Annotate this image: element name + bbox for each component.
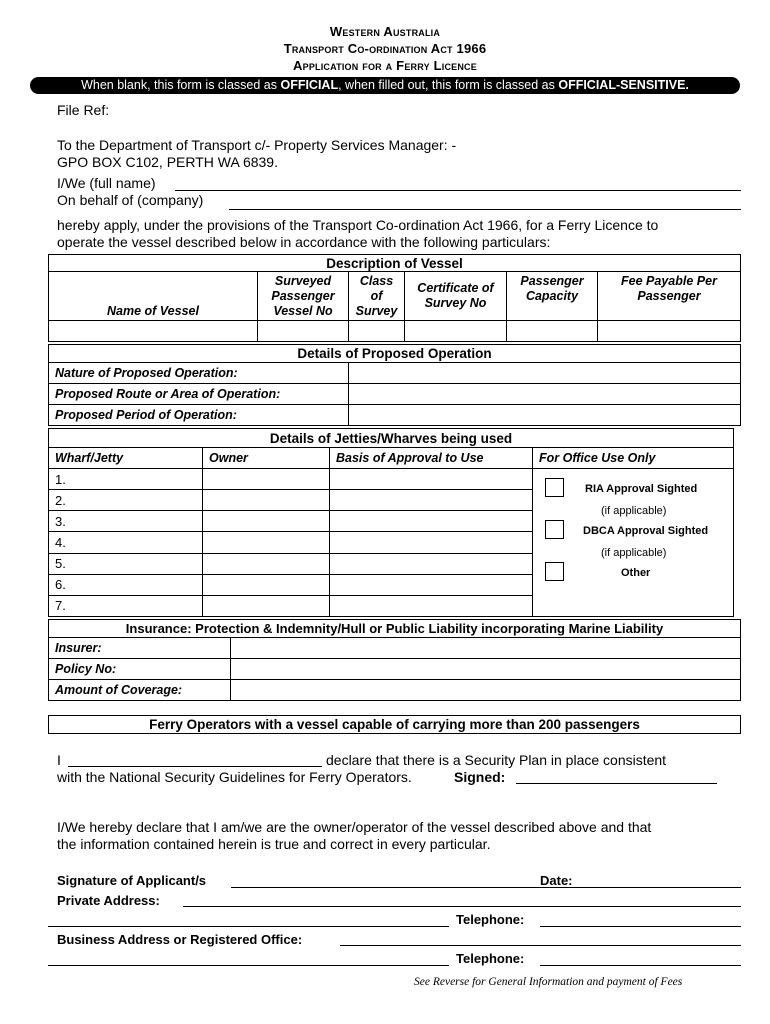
full-name-label: I/We (full name) (57, 175, 156, 191)
full-name-field[interactable] (175, 190, 741, 191)
jetty-row-1: 1. (49, 469, 203, 490)
jetty-row-2: 2. (49, 490, 203, 511)
header-line-2: Transport Co-ordination Act 1966 (283, 41, 487, 56)
signature-field[interactable] (231, 887, 741, 888)
col-certificate-of-survey-no: Certificate of Survey No (405, 272, 507, 321)
operation-table (48, 344, 741, 426)
other-checkbox[interactable] (545, 562, 564, 581)
address-line-1: To the Department of Transport c/- Property Services Manager: - (57, 137, 457, 153)
insurance-table (48, 619, 741, 701)
owner-cell-5[interactable] (203, 553, 330, 574)
private-address-field-2[interactable] (48, 926, 449, 927)
jetty-row-7: 7. (49, 595, 203, 616)
signed-label: Signed: (454, 769, 506, 785)
apply-line-1: hereby apply, under the provisions of the Transport Co-ordination Act 1966, for a Ferry Licence to (57, 217, 659, 233)
basis-cell-6[interactable] (330, 574, 533, 595)
signature-label: Signature of Applicant/s (57, 873, 207, 888)
business-address-field[interactable] (340, 945, 741, 946)
nature-label: Nature of Proposed Operation: (49, 363, 349, 384)
capacity-cell[interactable] (507, 321, 598, 342)
dbca-sub-label: (if applicable) (601, 547, 667, 559)
basis-cell-1[interactable] (330, 469, 533, 490)
policy-label: Policy No: (49, 659, 231, 680)
ria-checkbox[interactable] (545, 478, 564, 497)
jetty-row-4: 4. (49, 532, 203, 553)
file-ref-label: File Ref: (57, 102, 110, 118)
ferry-200-title: Ferry Operators with a vessel capable of carrying more than 200 passengers (48, 715, 741, 734)
jetty-row-3: 3. (49, 511, 203, 532)
telephone-label: Telephone: (456, 912, 525, 927)
jetty-row-5: 5. (49, 553, 203, 574)
banner-bold-2: OFFICIAL-SENSITIVE. (558, 78, 689, 92)
col-passenger-capacity: Passenger Capacity (507, 272, 598, 321)
certificate-cell[interactable] (405, 321, 507, 342)
private-address-label: Private Address: (57, 893, 160, 908)
insurer-label: Insurer: (49, 638, 231, 659)
fee-cell[interactable] (598, 321, 741, 342)
ria-sub-label: (if applicable) (601, 505, 667, 517)
period-field[interactable] (349, 405, 741, 426)
business-address-label: Business Address or Registered Office: (57, 932, 303, 947)
col-basis: Basis of Approval to Use (330, 448, 533, 469)
insurer-field[interactable] (231, 638, 741, 659)
private-address-field[interactable] (183, 906, 741, 907)
insurance-table-title: Insurance: Protection & Indemnity/Hull or Public Liability incorporating Marine Liability (49, 620, 741, 638)
vessel-table (48, 254, 741, 342)
owner-cell-4[interactable] (203, 532, 330, 553)
telephone-field-2[interactable] (540, 965, 741, 966)
owner-cell-6[interactable] (203, 574, 330, 595)
office-use-cell (533, 469, 734, 617)
col-surveyed-passenger-vessel-no: Surveyed Passenger Vessel No (258, 272, 349, 321)
banner-text-2: , when filled out, this form is classed as (338, 78, 559, 92)
col-owner: Owner (203, 448, 330, 469)
company-field[interactable] (229, 209, 741, 210)
class-cell[interactable] (349, 321, 405, 342)
company-label: On behalf of (company) (57, 192, 204, 208)
signed-field[interactable] (516, 783, 717, 784)
col-name-of-vessel: Name of Vessel (49, 272, 258, 321)
apply-line-2: operate the vessel described below in accordance with the following particulars: (57, 234, 551, 250)
route-field[interactable] (349, 384, 741, 405)
other-label: Other (621, 567, 651, 579)
owner-cell-1[interactable] (203, 469, 330, 490)
vessel-table-title: Description of Vessel (49, 255, 741, 272)
address-line-2: GPO BOX C102, PERTH WA 6839. (57, 154, 278, 170)
banner-text-1: When blank, this form is classed as (81, 78, 281, 92)
dbca-label: DBCA Approval Sighted (583, 525, 709, 537)
col-class-of-survey: Class of Survey (349, 272, 405, 321)
owner-cell-3[interactable] (203, 511, 330, 532)
classification-banner (30, 77, 740, 94)
basis-cell-3[interactable] (330, 511, 533, 532)
period-label: Proposed Period of Operation: (49, 405, 349, 426)
basis-cell-4[interactable] (330, 532, 533, 553)
owner-cell-2[interactable] (203, 490, 330, 511)
col-wharf-jetty: Wharf/Jetty (49, 448, 203, 469)
basis-cell-5[interactable] (330, 553, 533, 574)
jetty-row-6: 6. (49, 574, 203, 595)
vessel-name-cell[interactable] (49, 321, 258, 342)
amount-field[interactable] (231, 680, 741, 701)
dbca-checkbox[interactable] (545, 520, 564, 539)
col-fee-payable: Fee Payable Per Passenger (598, 272, 741, 321)
declare-line-2: the information contained herein is true and correct in every particular. (57, 836, 491, 852)
header-line-1: Western Australia (329, 24, 441, 39)
header-line-3: Application for a Ferry Licence (293, 58, 477, 73)
jetties-table-title: Details of Jetties/Wharves being used (49, 429, 734, 448)
footer-note: See Reverse for General Information and payment of Fees (414, 976, 683, 988)
security-line-2: with the National Security Guidelines for Ferry Operators. (57, 769, 412, 785)
basis-cell-7[interactable] (330, 595, 533, 616)
banner-bold-1: OFFICIAL (280, 78, 339, 92)
owner-cell-7[interactable] (203, 595, 330, 616)
telephone-field[interactable] (540, 926, 741, 927)
security-i: I (57, 752, 61, 768)
amount-label: Amount of Coverage: (49, 680, 231, 701)
declare-line-1: I/We hereby declare that I am/we are the owner/operator of the vessel described above and that (57, 819, 652, 835)
security-line-1: declare that there is a Security Plan in place consistent (326, 752, 667, 768)
security-name-field[interactable] (68, 766, 322, 767)
operation-table-title: Details of Proposed Operation (49, 345, 741, 363)
col-office-use: For Office Use Only (533, 448, 734, 469)
business-address-field-2[interactable] (48, 965, 449, 966)
route-label: Proposed Route or Area of Operation: (49, 384, 349, 405)
jetties-table (48, 428, 734, 617)
ria-label: RIA Approval Sighted (585, 483, 698, 495)
date-label: Date: (540, 873, 573, 888)
surveyed-no-cell[interactable] (258, 321, 349, 342)
nature-field[interactable] (349, 363, 741, 384)
policy-field[interactable] (231, 659, 741, 680)
basis-cell-2[interactable] (330, 490, 533, 511)
telephone-label-2: Telephone: (456, 951, 525, 966)
